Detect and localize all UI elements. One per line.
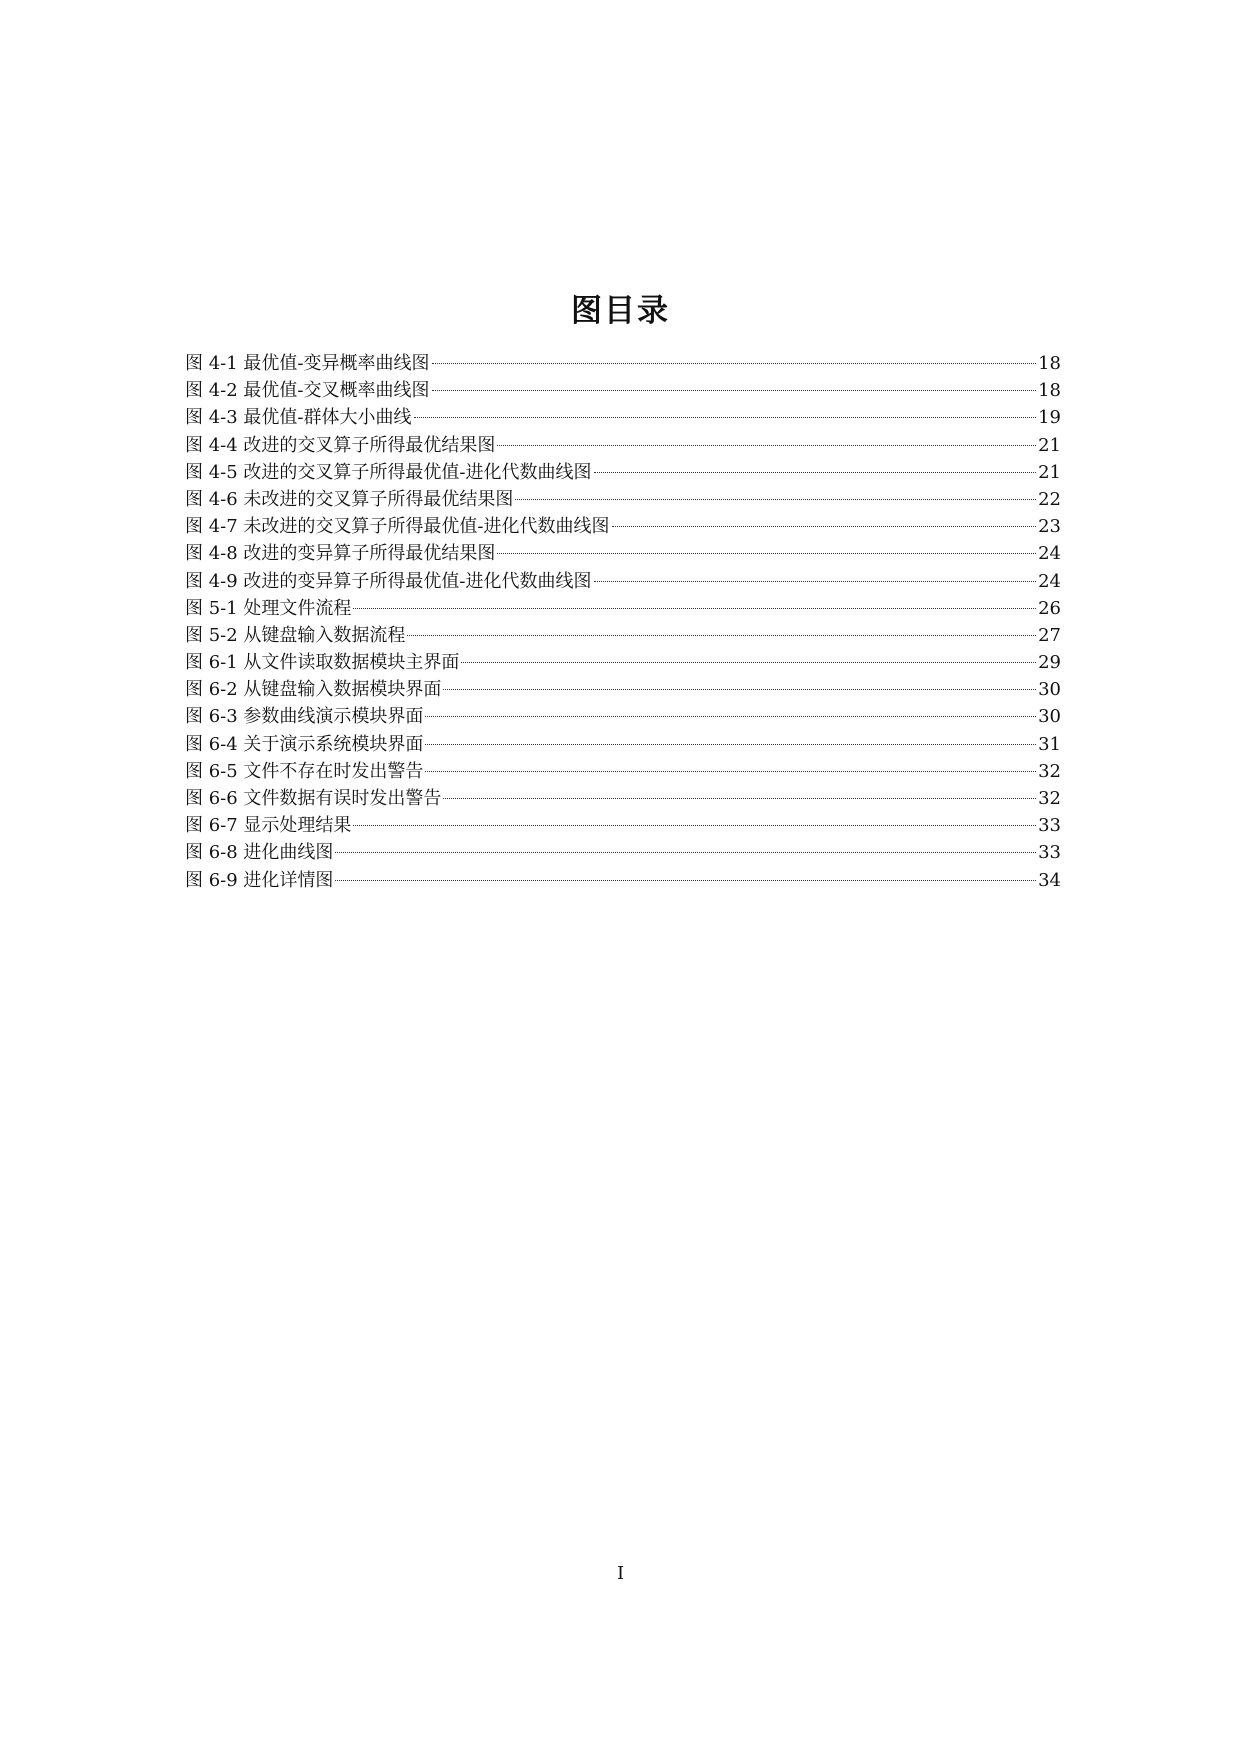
- toc-entry[interactable]: [185, 676, 1061, 703]
- dot-leader: [425, 771, 1036, 772]
- dot-leader: [594, 472, 1037, 473]
- dot-leader: [515, 499, 1036, 500]
- toc-entry-label: 图 6-4 关于演示系统模块界面: [185, 733, 424, 755]
- toc-entry[interactable]: [185, 595, 1061, 622]
- toc-entry-page: 29: [1038, 652, 1061, 674]
- toc-entry[interactable]: [185, 731, 1061, 758]
- toc-entry[interactable]: [185, 350, 1061, 377]
- toc-entry[interactable]: [185, 649, 1061, 676]
- toc-entry-label: 图 6-3 参数曲线演示模块界面: [185, 706, 424, 728]
- dot-leader: [353, 608, 1036, 609]
- toc-entry-label: 图 4-9 改进的变异算子所得最优值-进化代数曲线图: [185, 570, 592, 592]
- toc-entry-label: 图 4-3 最优值-群体大小曲线: [185, 407, 412, 429]
- toc-entry[interactable]: [185, 513, 1061, 540]
- dot-leader: [432, 390, 1037, 391]
- dot-leader: [461, 662, 1036, 663]
- toc-entry-page: 23: [1038, 516, 1061, 538]
- dot-leader: [414, 417, 1037, 418]
- dot-leader: [594, 581, 1037, 582]
- toc-entry-page: 21: [1038, 434, 1061, 456]
- dot-leader: [432, 363, 1037, 364]
- toc-entry[interactable]: [185, 459, 1061, 486]
- toc-entry-page: 26: [1038, 597, 1061, 619]
- toc-entry[interactable]: [185, 486, 1061, 513]
- toc-entry-label: 图 4-4 改进的交叉算子所得最优结果图: [185, 434, 496, 456]
- toc-entry-label: 图 4-7 未改进的交叉算子所得最优值-进化代数曲线图: [185, 516, 610, 538]
- toc-entry-label: 图 6-9 进化详情图: [185, 869, 334, 891]
- toc-entry-page: 22: [1038, 488, 1061, 510]
- page-title: 图目录: [571, 292, 670, 329]
- toc-entry-page: 24: [1038, 543, 1061, 565]
- toc-entry-page: 30: [1038, 706, 1061, 728]
- toc-entry-label: 图 6-1 从文件读取数据模块主界面: [185, 652, 460, 674]
- toc-entry-label: 图 5-1 处理文件流程: [185, 597, 352, 619]
- toc-entry-label: 图 6-6 文件数据有误时发出警告: [185, 788, 442, 809]
- toc-entry-label: 图 4-2 最优值-交叉概率曲线图: [185, 380, 430, 402]
- toc-entry[interactable]: [185, 404, 1061, 431]
- dot-leader: [612, 526, 1037, 527]
- dot-leader: [335, 852, 1036, 853]
- toc-entry-page: 32: [1038, 788, 1061, 809]
- toc-entry-label: 图 4-8 改进的变异算子所得最优结果图: [185, 543, 496, 565]
- toc-entry-page: 27: [1038, 624, 1061, 646]
- toc-entry-label: 图 6-5 文件不存在时发出警告: [185, 760, 424, 782]
- dot-leader: [443, 798, 1036, 799]
- toc-entry-page: 33: [1038, 842, 1061, 864]
- toc-entry[interactable]: [185, 622, 1061, 649]
- toc-entry-page: 30: [1038, 679, 1061, 701]
- toc-entry-page: 19: [1038, 407, 1061, 429]
- dot-leader: [443, 689, 1036, 690]
- toc-entry-page: 21: [1038, 461, 1061, 483]
- dot-leader: [497, 553, 1036, 554]
- toc-entry-label: 图 4-1 最优值-变异概率曲线图: [185, 353, 430, 374]
- toc-entry-page: 24: [1038, 570, 1061, 592]
- toc-entry-label: 图 5-2 从键盘输入数据流程: [185, 624, 406, 646]
- dot-leader: [497, 445, 1036, 446]
- dot-leader: [407, 635, 1036, 636]
- toc-entry-page: 18: [1038, 353, 1061, 374]
- figure-toc-list: [185, 350, 1061, 894]
- toc-entry[interactable]: [185, 568, 1061, 595]
- toc-entry-page: 32: [1038, 760, 1061, 782]
- toc-entry[interactable]: [185, 540, 1061, 567]
- dot-leader: [425, 744, 1036, 745]
- page-number: I: [616, 1563, 625, 1584]
- toc-entry-page: 31: [1038, 733, 1061, 755]
- toc-entry[interactable]: [185, 758, 1061, 785]
- toc-entry[interactable]: [185, 812, 1061, 839]
- toc-entry-page: 34: [1038, 869, 1061, 891]
- toc-entry[interactable]: [185, 785, 1061, 812]
- toc-entry[interactable]: [185, 703, 1061, 730]
- dot-leader: [335, 880, 1036, 881]
- toc-entry-label: 图 6-8 进化曲线图: [185, 842, 334, 864]
- toc-entry-page: 18: [1038, 380, 1061, 402]
- toc-entry-label: 图 6-7 显示处理结果: [185, 815, 352, 837]
- toc-entry-label: 图 4-5 改进的交叉算子所得最优值-进化代数曲线图: [185, 461, 592, 483]
- toc-entry[interactable]: [185, 432, 1061, 459]
- toc-entry-label: 图 6-2 从键盘输入数据模块界面: [185, 679, 442, 701]
- toc-entry-page: 33: [1038, 815, 1061, 837]
- dot-leader: [425, 716, 1036, 717]
- toc-entry[interactable]: [185, 839, 1061, 866]
- toc-entry[interactable]: [185, 867, 1061, 894]
- toc-entry[interactable]: [185, 377, 1061, 404]
- toc-entry-label: 图 4-6 未改进的交叉算子所得最优结果图: [185, 488, 514, 510]
- dot-leader: [353, 825, 1036, 826]
